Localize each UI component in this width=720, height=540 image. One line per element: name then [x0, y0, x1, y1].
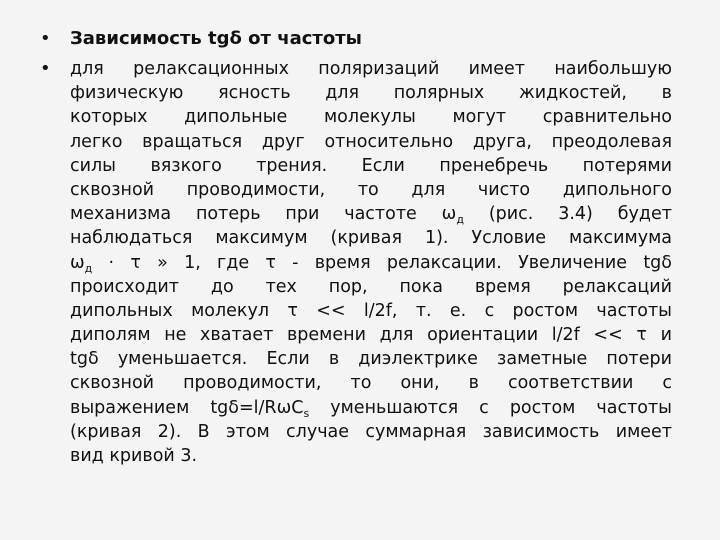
- paragraph-line: выражением tgδ=l/RωC$_s$ уменьшаются с ростом частоты: [70, 397, 672, 420]
- heading: Зависимость tgδ от частоты: [70, 28, 362, 49]
- paragraph: [70, 57, 672, 468]
- paragraph-line: наблюдаться максимум (кривая 1). Условие максимума: [70, 228, 672, 249]
- paragraph-line: механизма потерь при частоте $\omega_д$ (рис. 3.4) будет: [70, 204, 672, 227]
- paragraph-line: $\omega_д \cdot \tau$ » 1, где τ - время релаксации. Увеличение tgδ: [70, 252, 672, 275]
- paragraph-line: вид кривой 3.: [70, 446, 198, 466]
- paragraph-line: диполям не хватает времени для ориентации l/2f << τ и: [70, 325, 672, 346]
- paragraph-line: tgδ уменьшается. Если в диэлектрике заметные потери: [70, 349, 672, 370]
- paragraph-line: дипольных молекул τ << l/2f, т. е. с ростом частоты: [70, 300, 672, 321]
- paragraph-line: сквозной проводимости, то для чисто дипольного: [70, 179, 672, 200]
- paragraph-line: происходит до тех пор, пока время релаксаций: [70, 276, 672, 297]
- paragraph-line: для релаксационных поляризаций имеет наибольшую: [70, 59, 672, 79]
- paragraph-line: которых дипольные молекулы могут сравнительно: [70, 107, 672, 128]
- paragraph-line: физическую ясность для полярных жидкостей, в: [70, 83, 672, 104]
- bullet-icon: •: [40, 28, 51, 49]
- paragraph-line: легко вращаться друг относительно друга, преодолевая: [70, 131, 672, 152]
- paragraph-line: силы вязкого трения. Если пренебречь потерями: [70, 155, 672, 176]
- paragraph-line: (кривая 2). В этом случае суммарная зависимость имеет: [70, 421, 672, 442]
- paragraph-line: сквозной проводимости, то они, в соответствии с: [70, 373, 672, 394]
- bullet-icon: •: [40, 58, 51, 79]
